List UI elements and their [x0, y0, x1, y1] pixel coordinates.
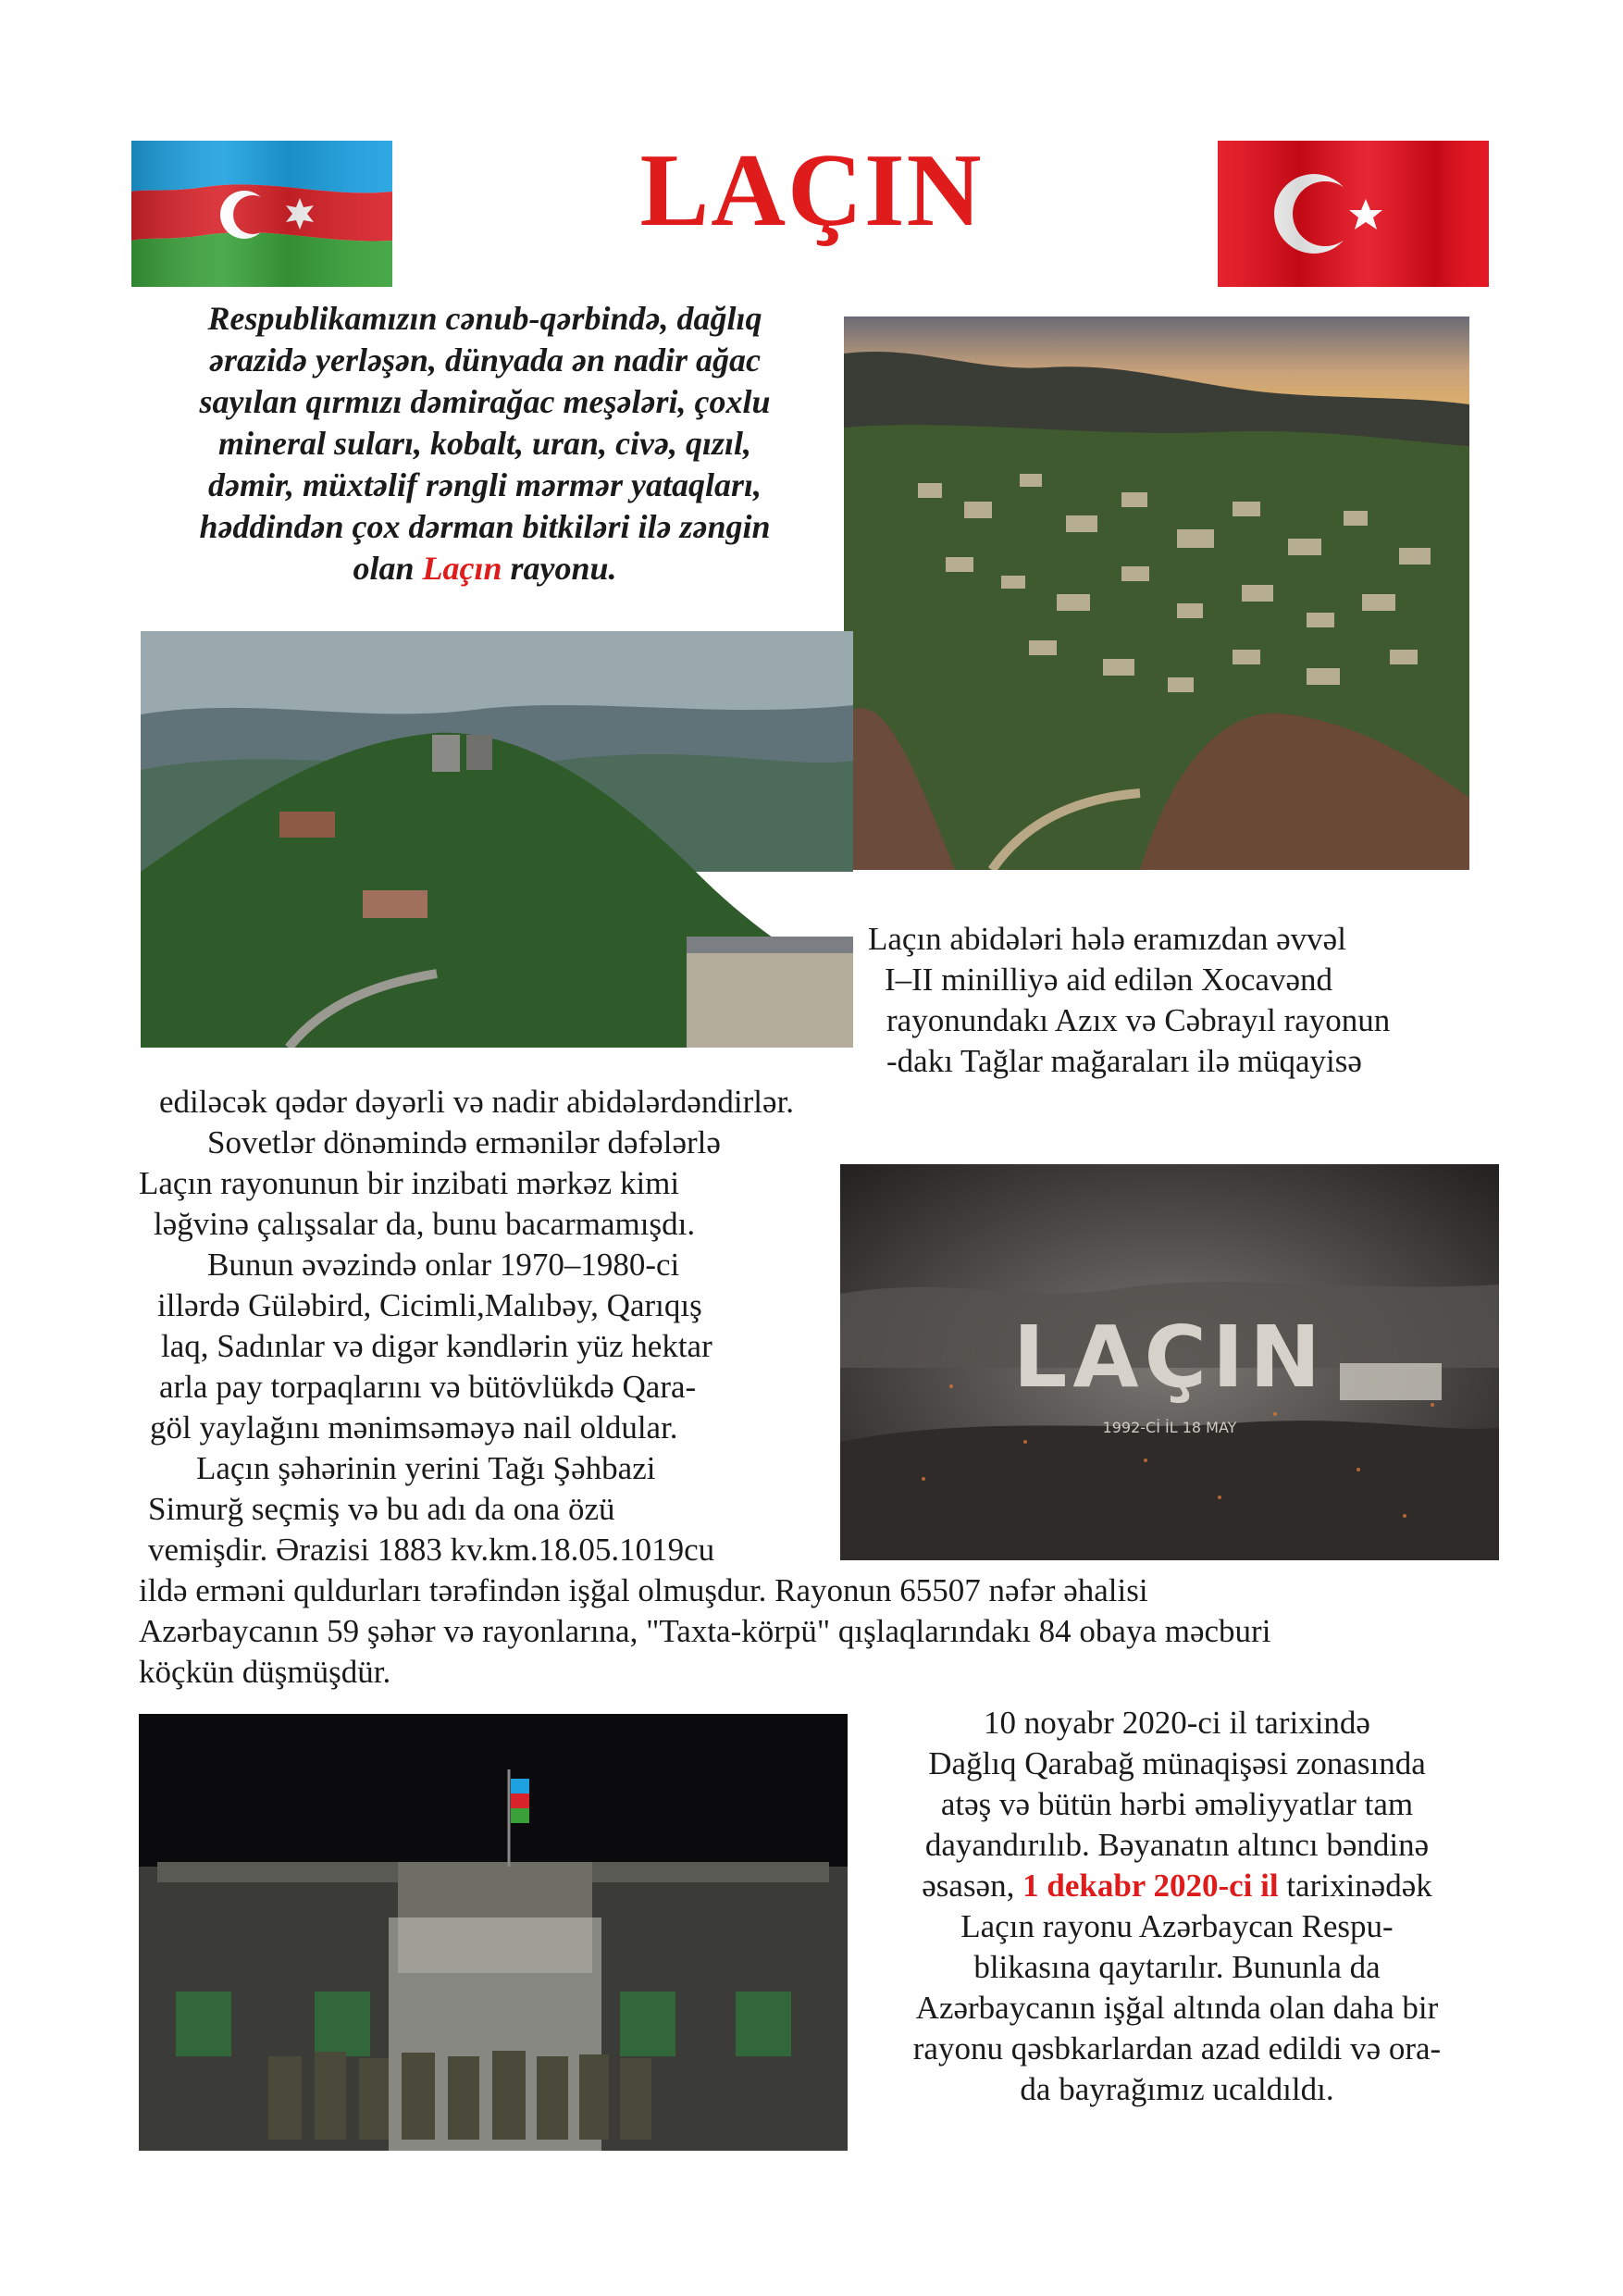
- azerbaijan-flag-image: [131, 141, 392, 287]
- ceasefire-line: dayandırılıb. Bəyanatın altıncı bəndinə: [924, 1827, 1430, 1863]
- intro-line: dəmir, müxtəlif rəngli mərmər yataqları,: [208, 466, 762, 503]
- intro-line: Respublikamızın cənub-qərbində, dağlıq: [207, 300, 762, 337]
- ceasefire-line: atəş və bütün hərbi əməliyyatlar tam: [940, 1786, 1414, 1822]
- ceasefire-line: 10 noyabr 2020-ci il tarixində: [984, 1705, 1370, 1741]
- ceasefire-paragraph: [853, 1703, 1501, 2110]
- soviet-line: Laçın rayonunun bir inzibati mərkəz kimi: [139, 1165, 680, 1201]
- intro-line: ərazidə yerləşən, dünyada ən nadir ağac: [209, 341, 761, 379]
- soviet-line: ildə erməni quldurları tərəfindən işğal olmuşdur. Rayonun 65507 nəfər əhalisi: [139, 1572, 1148, 1608]
- highlight-lacin: Laçın: [422, 550, 502, 587]
- intro-line: həddindən çox dərman bitkiləri ilə zəngin: [199, 508, 771, 545]
- intro-line: sayılan qırmızı dəmirağac meşələri, çoxlu: [199, 383, 771, 420]
- soviet-line: ləğvinə çalışsalar da, bunu bacarmamışdı.: [154, 1206, 696, 1242]
- highlight-date: 1 dekabr 2020-ci il: [1022, 1868, 1279, 1904]
- soviet-line: köçkün düşmüşdür.: [139, 1654, 391, 1690]
- poster-title: LAÇIN: [1012, 1308, 1327, 1407]
- ceasefire-line: Laçın rayonu Azərbaycan Respu-: [960, 1908, 1394, 1944]
- ceasefire-line: Azərbaycanın işğal altında olan daha bir: [915, 1990, 1439, 2026]
- turkey-flag-image: [1218, 141, 1489, 287]
- soviet-line: arla pay torpaqlarını və bütövlükdə Qara-: [159, 1369, 697, 1405]
- monuments-line: I–II minilliyə aid edilən Xocavənd: [885, 962, 1333, 998]
- poster-caption: 1992-Cİ İL 18 MAY: [1102, 1419, 1237, 1436]
- soviet-line: illərdə Güləbird, Cicimli,Malıbəy, Qarıqış: [157, 1287, 702, 1323]
- ceasefire-line: Dağlıq Qarabağ münaqişəsi zonasında: [928, 1745, 1426, 1781]
- soviet-line: göl yaylağını mənimsəməyə nail oldular.: [150, 1409, 678, 1446]
- azerbaijan-flag-icon: [131, 141, 392, 287]
- turkey-flag-icon: [1218, 141, 1489, 287]
- ceasefire-line: da bayrağımız ucaldıldı.: [1020, 2071, 1334, 2107]
- monuments-line: -dakı Tağlar mağaraları ilə müqayisə: [886, 1043, 1362, 1079]
- lacin-poster-image: [840, 1164, 1499, 1560]
- soviet-line: Laçın şəhərinin yerini Tağı Şəhbazi: [196, 1450, 656, 1486]
- ceasefire-highlight-line: əsasən, 1 dekabr 2020-ci il tarixinədək: [922, 1868, 1432, 1904]
- intro-line-last: olan Laçın rayonu.: [353, 550, 617, 587]
- soviet-line: laq, Sadınlar və digər kəndlərin yüz hektar: [161, 1328, 712, 1364]
- lacin-hill-castle-photo: [141, 631, 853, 1048]
- soviet-line: Azərbaycanın 59 şəhər və rayonlarına, "Taxta-körpü" qışlaqlarındakı 84 obaya məcburi: [139, 1613, 1271, 1649]
- soviet-line: Simurğ seçmiş və bu adı da ona özü: [148, 1491, 615, 1527]
- monuments-line: rayonundakı Azıx və Cəbrayıl rayonun: [886, 1002, 1391, 1038]
- ceasefire-line: blikasına qaytarılır. Bununla da: [973, 1949, 1381, 1985]
- lacin-town-photo: [844, 316, 1469, 870]
- page-title: LAÇIN: [639, 133, 984, 248]
- monuments-line: ediləcək qədər dəyərli və nadir abidələrdəndirlər.: [159, 1084, 795, 1120]
- soviet-line: Sovetlər dönəmində ermənilər dəfələrlə: [207, 1124, 721, 1160]
- intro-paragraph: [139, 298, 831, 590]
- soviet-line: Bunun əvəzində onlar 1970–1980-ci: [207, 1247, 680, 1283]
- monuments-line: Laçın abidələri hələ eramızdan əvvəl: [868, 921, 1346, 957]
- flag-raising-night-photo: [139, 1714, 848, 2151]
- intro-line: mineral suları, kobalt, uran, civə, qızıl,: [217, 425, 752, 462]
- ceasefire-line: rayonu qəsbkarlardan azad edildi və ora-: [912, 2030, 1442, 2066]
- soviet-line: vemişdir. Ərazisi 1883 kv.km.18.05.1019cu: [148, 1532, 715, 1568]
